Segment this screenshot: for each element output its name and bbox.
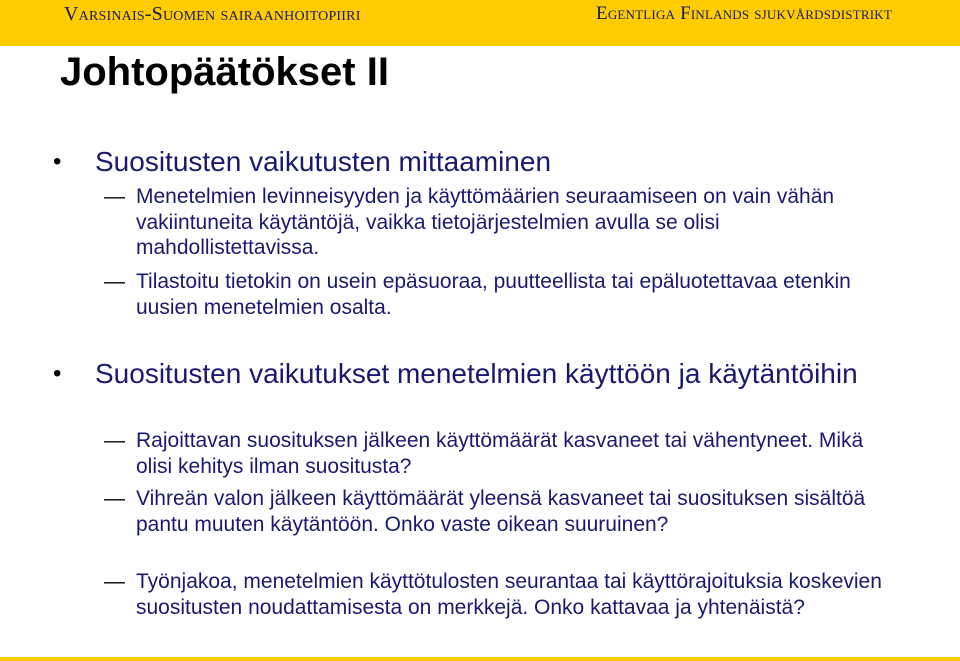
slide-title: Johtopäätökset II xyxy=(60,50,389,94)
section-heading: Suositusten vaikutusten mittaaminen xyxy=(95,146,552,177)
list-item-text: Työnjakoa, menetelmien käyttötulosten seurantaa tai käyttörajoituksia koskevien suositusten noudattamisesta on merkkejä. Onko kattavaa ja yhtenäistä? xyxy=(136,570,882,619)
list-item xyxy=(104,569,896,620)
section-heading: Suositusten vaikutukset menetelmien käyttöön ja käytäntöihin xyxy=(95,358,858,389)
header-bar xyxy=(0,0,960,46)
header-organization-sv: Egentliga Finlands sjukvårdsdistrikt xyxy=(596,3,892,24)
list-item-text: Rajoittavan suosituksen jälkeen käyttömäärät kasvaneet tai vähentyneet. Mikä olisi kehitys ilman suositusta? xyxy=(136,429,864,478)
dash-icon: — xyxy=(104,429,125,452)
list-item-text: Tilastoitu tietokin on usein epäsuoraa, puutteellista tai epäluotettavaa etenkin uusien menetelmien osalta. xyxy=(136,270,851,319)
list-item-text: Menetelmien levinneisyyden ja käyttömäärien seuraamiseen on vain vähän vakiintuneita käytäntöjä, vaikka tietojärjestelmien avulla se olisi mahdollistettavissa. xyxy=(136,185,835,259)
bullet-dot-icon: • xyxy=(53,360,62,387)
footer-bar xyxy=(0,657,960,661)
list-item-text: Vihreän valon jälkeen käyttömäärät yleensä kasvaneet tai suosituksen sisältöä pantu muuten käytäntöön. Onko vaste oikean suuruinen? xyxy=(136,487,866,536)
list-item xyxy=(104,428,896,479)
dash-icon: — xyxy=(104,570,125,593)
list-item xyxy=(104,184,896,261)
dash-icon: — xyxy=(104,270,125,293)
dash-icon: — xyxy=(104,487,125,510)
dash-icon: — xyxy=(104,185,125,208)
bullet-section-2 xyxy=(53,358,895,390)
header-organization-fi: Varsinais-Suomen sairaanhoitopiiri xyxy=(64,3,361,25)
list-item xyxy=(104,486,896,537)
list-item xyxy=(104,269,896,320)
bullet-section-1 xyxy=(53,146,895,178)
bullet-dot-icon: • xyxy=(53,148,62,175)
